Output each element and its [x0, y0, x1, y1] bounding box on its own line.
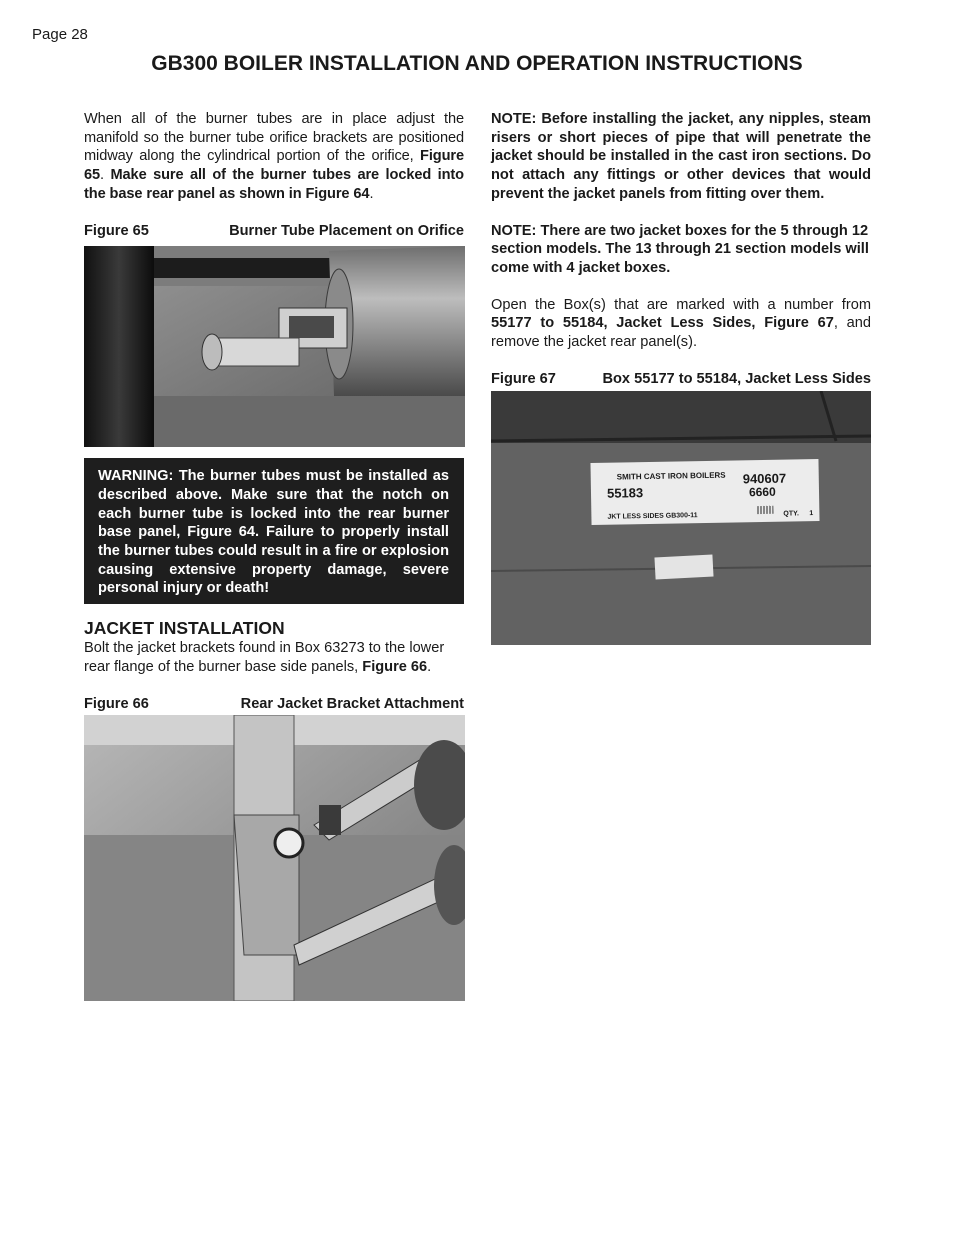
- box-label-brand: SMITH CAST IRON BOILERS: [616, 471, 726, 482]
- left-column: [84, 110, 464, 1001]
- warning-text: WARNING: The burner tubes must be installed as described above. Make sure that the notch on each burner tube is locked into the rear burner base panel, Figure 64. Failure to properly install the burner tubes could result in a fire or explosion causing extensive property damage, severe personal injury or death!: [98, 468, 449, 597]
- note-jacket-boxes: NOTE: There are two jacket boxes for the 5 through 12 section models. The 13 through 21 section models will come with 4 jacket boxes.: [491, 222, 869, 276]
- figure-66-label: Figure 66: [84, 695, 149, 712]
- document-title: GB300 BOILER INSTALLATION AND OPERATION INSTRUCTIONS: [151, 52, 803, 75]
- figure-66-photo: [84, 715, 465, 1001]
- jacket-bracket-paragraph: Bolt the jacket brackets found in Box 63273 to the lower rear flange of the burner base side panels, Figure 66.: [84, 640, 445, 675]
- bracket-wrench-illustration: [84, 715, 465, 1001]
- figure-67-photo: [491, 391, 871, 645]
- box-label-part-number: 55183: [606, 485, 644, 502]
- box-label-description: JKT LESS SIDES GB300-11: [607, 512, 698, 522]
- box-label-code-2: 6660: [748, 485, 776, 500]
- box-label-qty: QTY.: [783, 510, 800, 519]
- figure-67-label: Figure 67: [491, 370, 556, 387]
- figure-67-title: Box 55177 to 55184, Jacket Less Sides: [602, 370, 871, 387]
- box-label-sticker: [590, 459, 819, 525]
- box-label-qty-value: 1: [809, 510, 814, 518]
- warning-box: [84, 458, 464, 604]
- figure-66-caption: [84, 695, 464, 714]
- box-label-code-1: 940607: [742, 471, 787, 487]
- figure-65-photo: [84, 246, 465, 447]
- page-number: Page 28: [32, 26, 88, 43]
- burner-tube-illustration: [84, 246, 465, 447]
- figure-65-label: Figure 65: [84, 222, 149, 239]
- burner-placement-paragraph: When all of the burner tubes are in place adjust the manifold so the burner tube orifice brackets are positioned midway along the cylindrical portion of the orifice, Figure 65. Make sure all of the burner tubes are locked into the base rear panel as shown in Figure 64.: [84, 111, 464, 202]
- open-box-paragraph: Open the Box(s) that are marked with a number from 55177 to 55184, Jacket Less Sides, Figure 67, and remove the jacket rear panel(s).: [491, 296, 871, 351]
- figure-65-title: Burner Tube Placement on Orifice: [229, 222, 464, 239]
- right-column: [491, 110, 871, 645]
- figure-67-caption: [491, 370, 871, 389]
- figure-66-title: Rear Jacket Bracket Attachment: [240, 695, 464, 712]
- note-fittings: NOTE: Before installing the jacket, any nipples, steam risers or short pieces of pipe that will penetrate the jacket should be installed in the cast iron sections. Do not attach any fittings or other devices that would prevent the jacket panels from fitting over them.: [491, 111, 871, 202]
- jacket-installation-heading: JACKET INSTALLATION: [84, 618, 285, 639]
- figure-65-caption: [84, 222, 464, 241]
- barcode-icon: [757, 506, 773, 514]
